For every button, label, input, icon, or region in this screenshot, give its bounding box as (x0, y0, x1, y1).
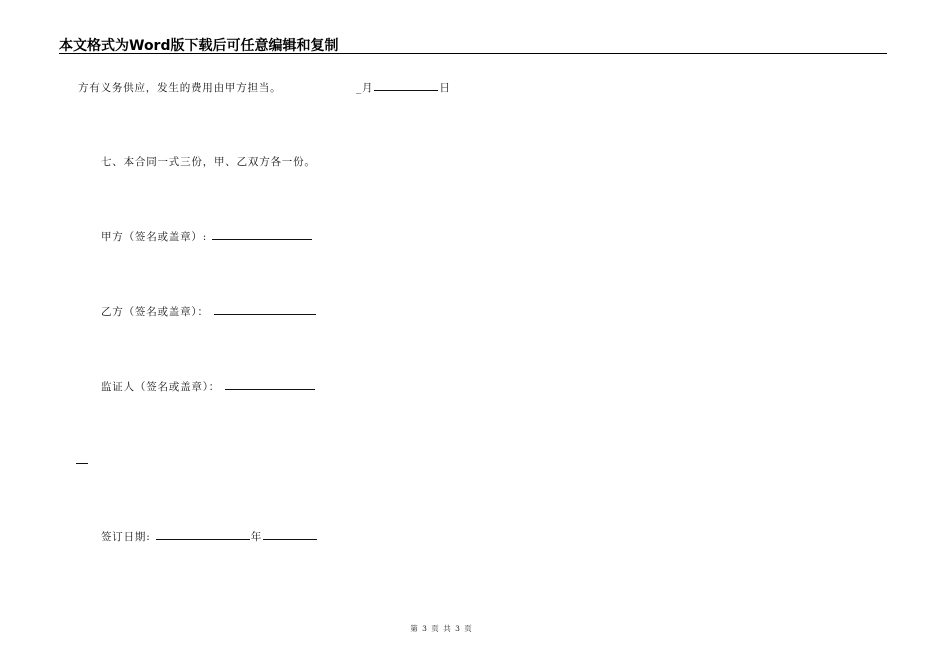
clause-seven: 七、本合同一式三份，甲、乙双方各一份。 (101, 156, 316, 168)
supply-clause-text: 方有义务供应，发生的费用由甲方担当。 (78, 82, 282, 94)
page-number-footer: 第 3 页 共 3 页 (410, 624, 473, 633)
witness-signature-blank (225, 379, 315, 390)
text-line-supply (78, 80, 281, 95)
party-b-signature-blank (214, 304, 316, 315)
day-blank (374, 80, 438, 91)
year-label: 年 (250, 531, 262, 543)
party-b-signature-line (101, 304, 317, 319)
sign-date-year-blank (156, 529, 250, 540)
party-a-signature-blank (212, 229, 312, 240)
witness-signature-line (101, 379, 316, 394)
sign-date-line (101, 529, 318, 544)
sign-date-label: 签订日期: (101, 531, 151, 543)
party-a-label: 甲方（签名或盖章）: (101, 231, 208, 243)
witness-label: 监证人（签名或盖章）： (101, 381, 221, 393)
party-b-label: 乙方（签名或盖章）： (101, 306, 209, 318)
document-header-title: 本文格式为Word版下载后可任意编辑和复制 (59, 38, 339, 54)
header-divider (59, 53, 887, 54)
date-line-month-day (356, 80, 451, 95)
separator-dash (76, 463, 88, 464)
sign-date-month-blank (263, 529, 317, 540)
party-a-signature-line (101, 229, 313, 244)
day-label: 日 (439, 82, 451, 94)
month-label: _月 (356, 82, 374, 94)
